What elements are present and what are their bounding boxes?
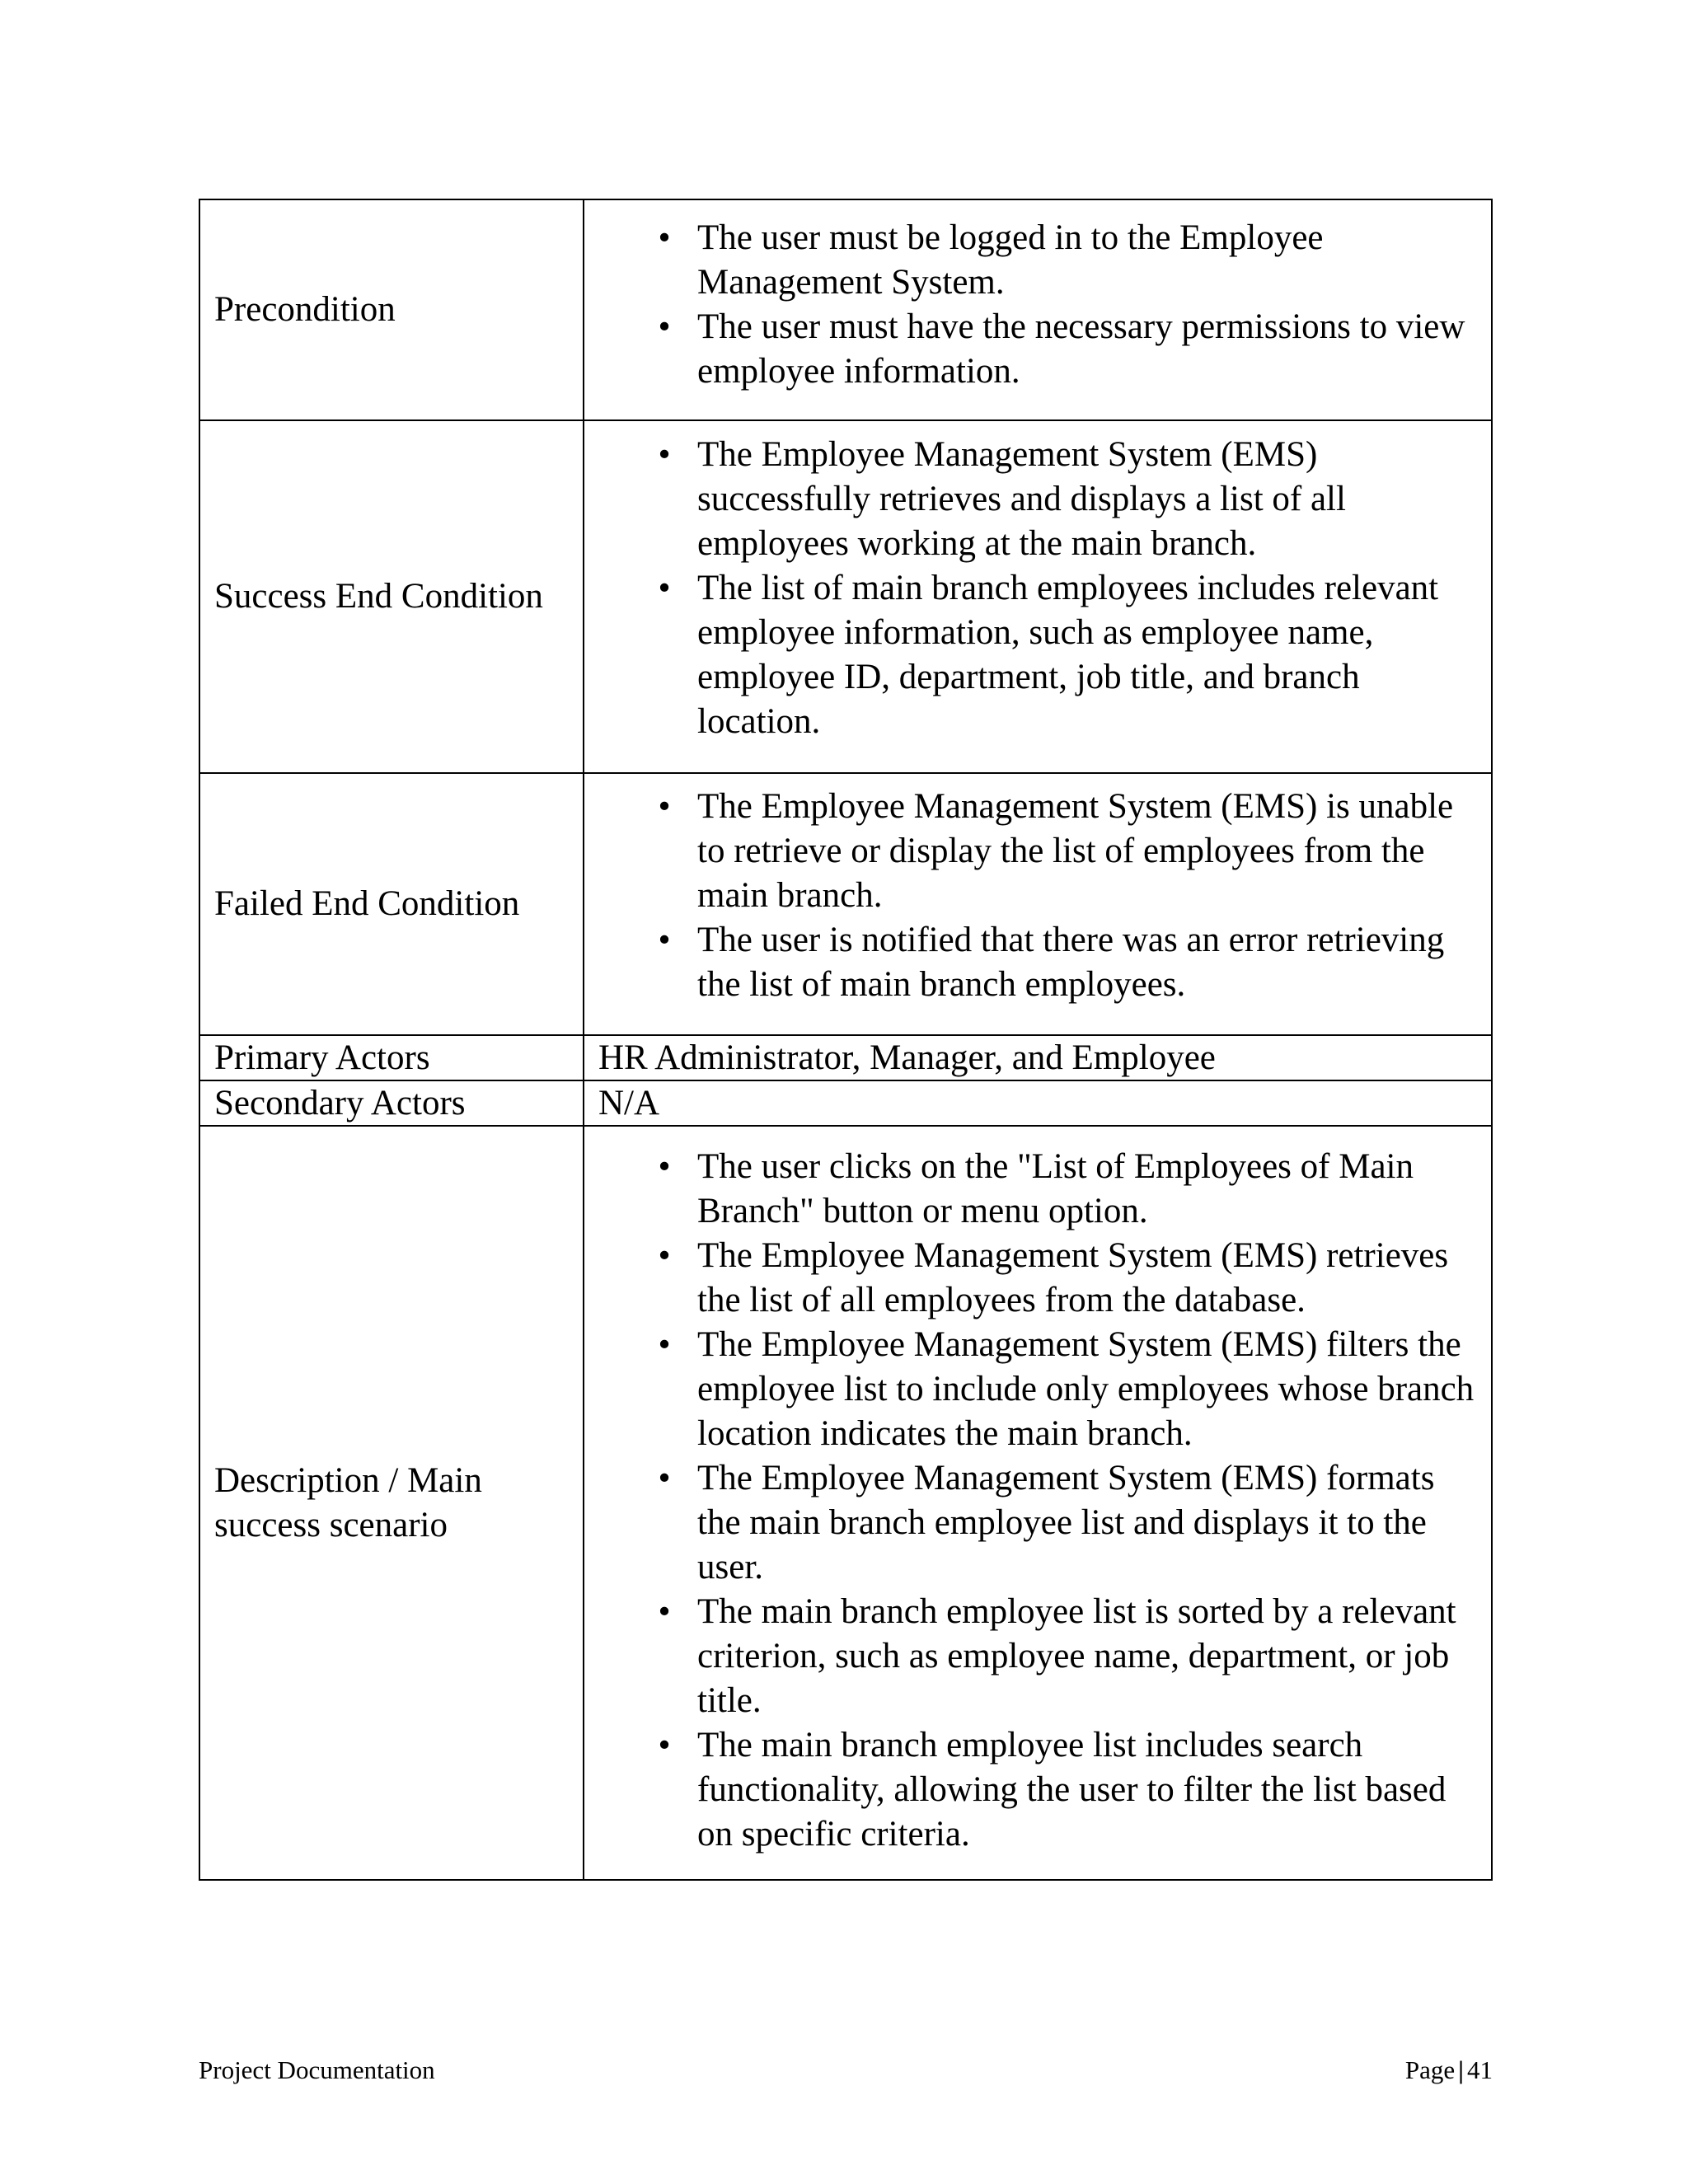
list-item bbox=[598, 1234, 1476, 1323]
bullet-list bbox=[598, 216, 1476, 394]
row-label: Secondary Actors bbox=[199, 1080, 584, 1126]
table-row-description bbox=[199, 1126, 1492, 1880]
page-separator: | bbox=[1458, 2055, 1464, 2084]
table-row-primary-actors bbox=[199, 1035, 1492, 1080]
list-item-text: The user must have the necessary permissions to view employee information. bbox=[697, 307, 1465, 391]
row-value bbox=[584, 199, 1492, 420]
row-value bbox=[584, 773, 1492, 1035]
list-item-text: The Employee Management System (EMS) retrieves the list of all employees from the database. bbox=[697, 1235, 1449, 1319]
bullet-icon: • bbox=[658, 569, 671, 607]
list-item bbox=[598, 1456, 1476, 1590]
footer-document-title: Project Documentation bbox=[199, 2055, 435, 2084]
bullet-icon: • bbox=[658, 1725, 671, 1765]
list-item bbox=[598, 566, 1476, 744]
list-item-text: The Employee Management System (EMS) filters the employee list to include only employees whose branch location indicates the main branch. bbox=[697, 1324, 1475, 1453]
row-value: HR Administrator, Manager, and Employee bbox=[584, 1035, 1492, 1080]
bullet-icon: • bbox=[658, 1458, 671, 1497]
bullet-icon: • bbox=[658, 921, 671, 959]
bullet-icon: • bbox=[658, 1146, 671, 1186]
bullet-list bbox=[598, 1145, 1476, 1857]
list-item-text: The main branch employee list is sorted by a relevant criterion, such as employee name, department, or job title. bbox=[697, 1591, 1456, 1720]
footer-page-number bbox=[1405, 2054, 1493, 2087]
list-item-text: The user must be logged in to the Employee Management System. bbox=[697, 218, 1324, 302]
row-value bbox=[584, 420, 1492, 773]
table-row-secondary-actors bbox=[199, 1080, 1492, 1126]
list-item bbox=[598, 785, 1476, 918]
row-label: Primary Actors bbox=[199, 1035, 584, 1080]
list-item bbox=[598, 305, 1476, 394]
list-item-text: The main branch employee list includes search functionality, allowing the user to filter the list based on specific criteria. bbox=[697, 1725, 1447, 1854]
row-value bbox=[584, 1126, 1492, 1880]
page-number: 41 bbox=[1467, 2055, 1493, 2084]
list-item bbox=[598, 216, 1476, 305]
list-item-text: The list of main branch employees includes relevant employee information, such as employee name, employee ID, department, job title, and branch location. bbox=[697, 569, 1439, 741]
bullet-icon: • bbox=[658, 218, 671, 257]
bullet-list bbox=[598, 785, 1476, 1007]
list-item-text: The user clicks on the "List of Employees of Main Branch" button or menu option. bbox=[697, 1146, 1414, 1230]
row-label: Description / Main success scenario bbox=[199, 1126, 584, 1880]
bullet-icon: • bbox=[658, 1324, 671, 1364]
table-row-success-end-condition bbox=[199, 420, 1492, 773]
row-label: Precondition bbox=[199, 199, 584, 420]
bullet-icon: • bbox=[658, 1591, 671, 1631]
table-row-failed-end-condition bbox=[199, 773, 1492, 1035]
bullet-icon: • bbox=[658, 1235, 671, 1275]
list-item bbox=[598, 918, 1476, 1007]
bullet-icon: • bbox=[658, 787, 671, 826]
row-label: Success End Condition bbox=[199, 420, 584, 773]
list-item-text: The Employee Management System (EMS) successfully retrieves and displays a list of all employees working at the main branch. bbox=[697, 435, 1346, 563]
row-value: N/A bbox=[584, 1080, 1492, 1126]
list-item-text: The Employee Management System (EMS) formats the main branch employee list and displays it to the user. bbox=[697, 1458, 1435, 1586]
list-item bbox=[598, 1323, 1476, 1456]
list-item bbox=[598, 1590, 1476, 1723]
page-label: Page bbox=[1404, 2055, 1456, 2084]
list-item-text: The Employee Management System (EMS) is unable to retrieve or display the list of employees from the main branch. bbox=[697, 787, 1454, 915]
use-case-table bbox=[199, 199, 1493, 1881]
bullet-icon: • bbox=[658, 307, 671, 346]
bullet-list bbox=[598, 433, 1476, 744]
bullet-icon: • bbox=[658, 435, 671, 474]
list-item bbox=[598, 433, 1476, 566]
list-item bbox=[598, 1145, 1476, 1234]
table-row-precondition bbox=[199, 199, 1492, 420]
row-label: Failed End Condition bbox=[199, 773, 584, 1035]
list-item bbox=[598, 1723, 1476, 1857]
list-item-text: The user is notified that there was an error retrieving the list of main branch employees. bbox=[697, 921, 1445, 1004]
